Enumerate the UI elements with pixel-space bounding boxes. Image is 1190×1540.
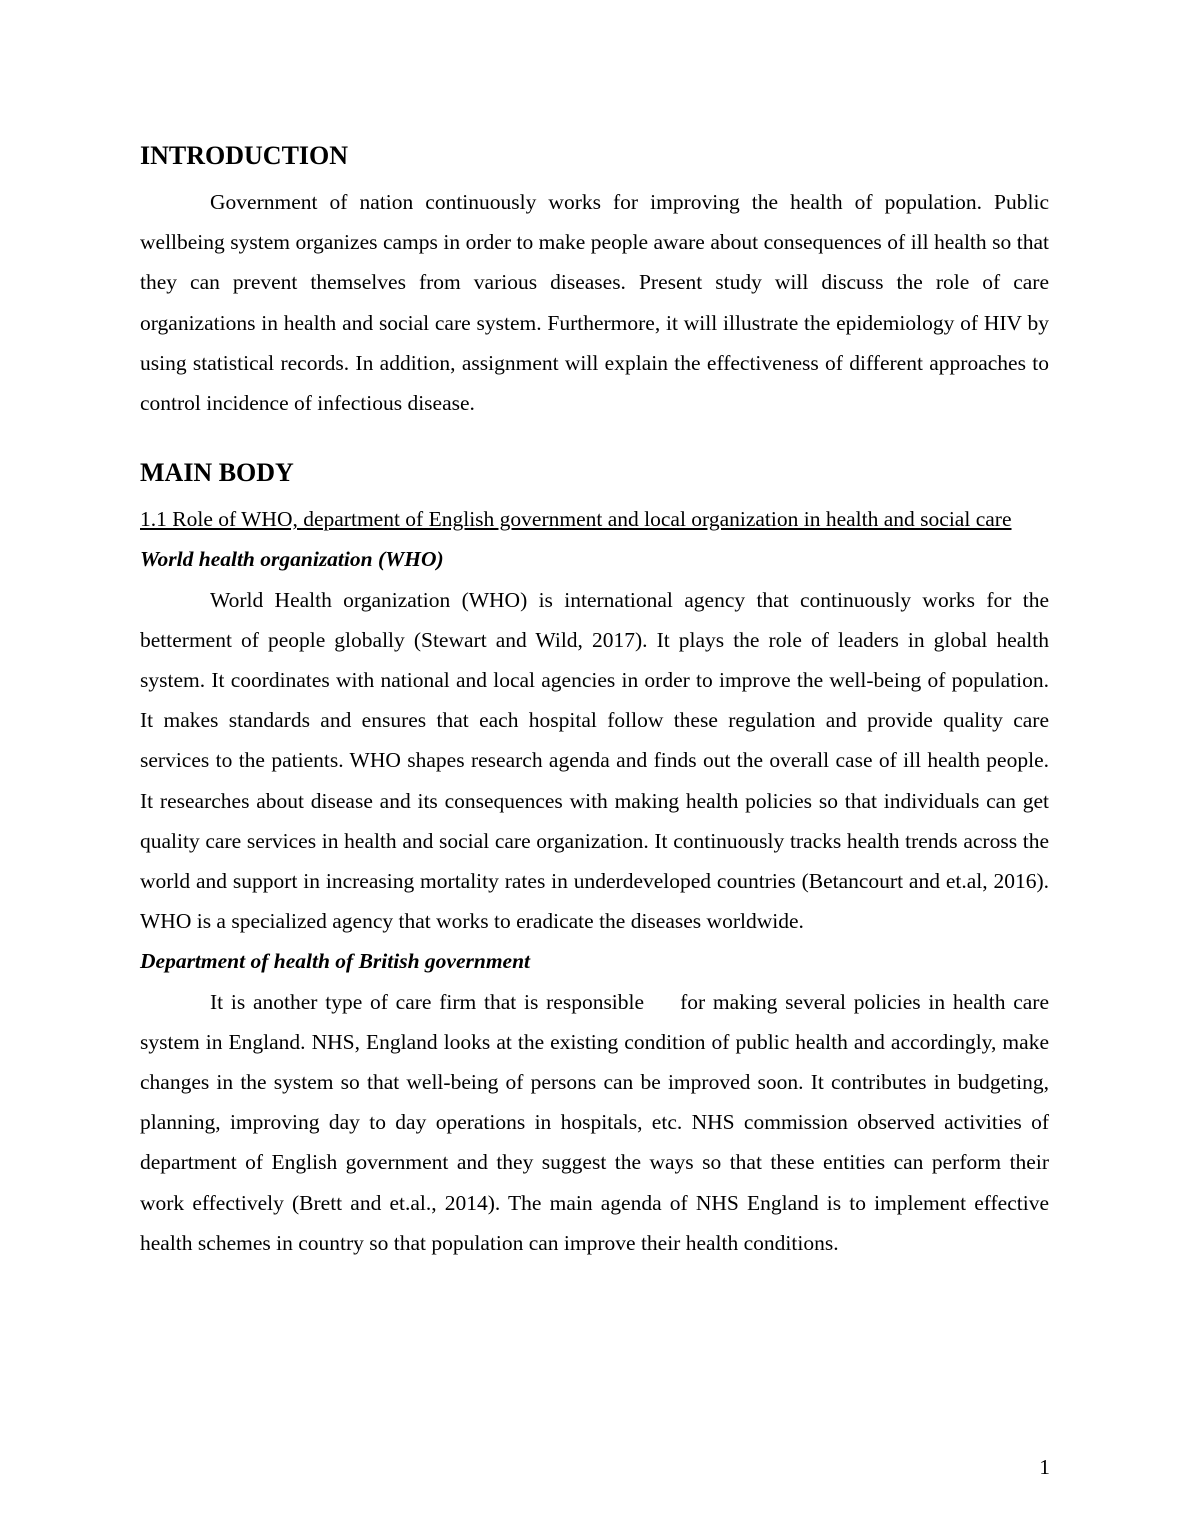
main-body-heading: MAIN BODY bbox=[140, 458, 294, 488]
department-paragraph-part1: It is another type of care firm that is responsible bbox=[210, 989, 645, 1014]
introduction-paragraph: Government of nation continuously works for improving the health of population. Public wellbeing system organizes camps in order to make people aware about consequences of ill health so that they can prevent themselves from various diseases. Present study will discuss the role of care organizations in health and social care system. Furthermore, it will illustrate the epidemiology of HIV by using statistical records. In addition, assignment will explain the effectiveness of different approaches to control incidence of infectious disease. bbox=[140, 190, 1049, 416]
department-paragraph bbox=[140, 982, 1049, 1263]
page-number: 1 bbox=[1039, 1455, 1050, 1479]
page-content bbox=[140, 140, 1049, 1263]
department-paragraph-part2: for making several policies in health care system in England. NHS, England looks at the existing condition of public health and accordingly, make changes in the system so that well-being of persons can be improved soon. It contributes in budgeting, planning, improving day to day operations in hospitals, etc. NHS commission observed activities of department of English government and they suggest the ways so that these entities can perform their work effectively (Brett and et.al., 2014). The main agenda of NHS England is to implement effective health schemes in country so that population can improve their health conditions. bbox=[140, 989, 1049, 1255]
who-paragraph: World Health organization (WHO) is international agency that continuously works for the betterment of people globally (Stewart and Wild, 2017). It plays the role of leaders in global health system. It coordinates with national and local agencies in order to improve the well-being of population. It makes standards and ensures that each hospital follow these regulation and provide quality care services to the patients. WHO shapes research agenda and finds out the overall case of ill health people. It researches about disease and its consequences with making health policies so that individuals can get quality care services in health and social care organization. It continuously tracks health trends across the world and support in increasing mortality rates in underdeveloped countries (Betancourt and et.al, 2016). WHO is a specialized agency that works to eradicate the diseases worldwide. bbox=[140, 587, 1049, 934]
introduction-heading: INTRODUCTION bbox=[140, 141, 349, 170]
who-heading: World health organization (WHO) bbox=[140, 547, 444, 572]
department-heading: Department of health of British government bbox=[140, 949, 531, 974]
subsection-title: 1.1 Role of WHO, department of English government and local organization in health and social care bbox=[140, 507, 1012, 532]
